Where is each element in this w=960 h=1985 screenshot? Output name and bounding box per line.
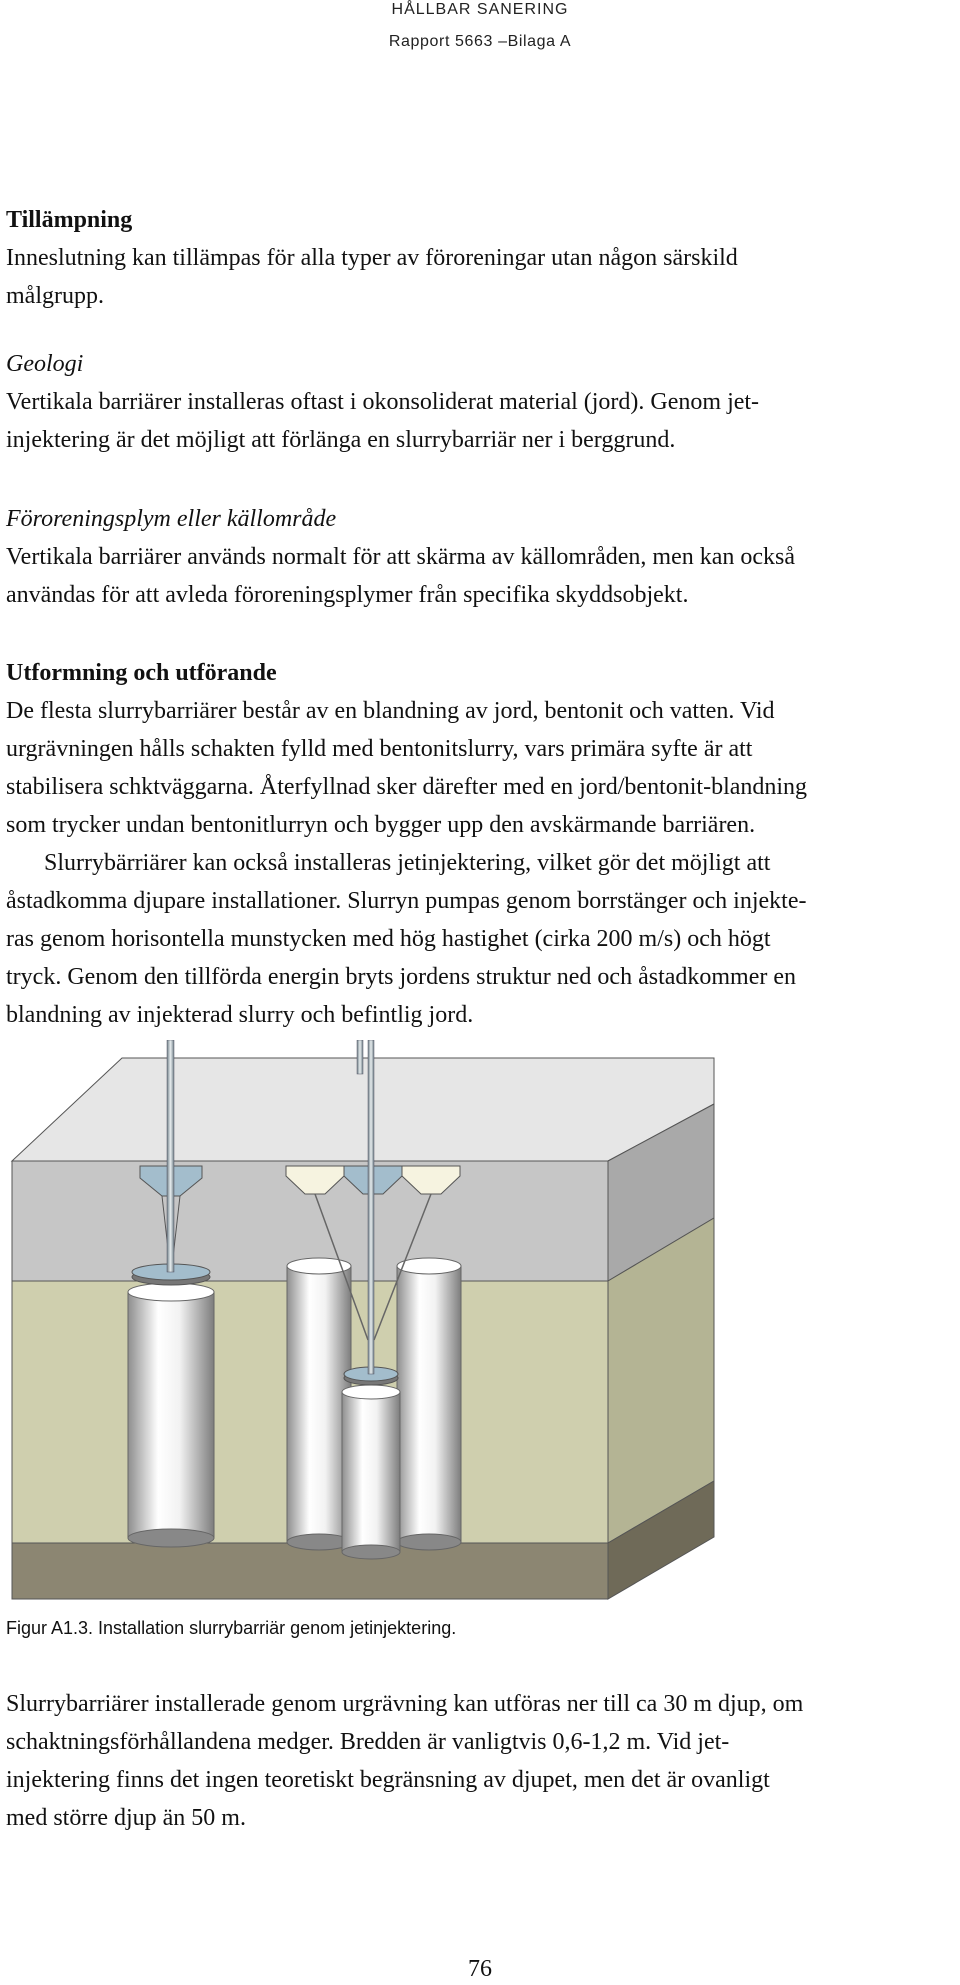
heading-tillampning: Tillämpning [6,207,133,233]
text-line: som trycker undan bentonitlurryn och bygger upp den avskärmande barriären. [6,812,756,838]
heading-geologi: Geologi [6,351,84,377]
text-line: åstadkomma djupare installationer. Slurryn pumpas genom borrstänger och injekte- [6,888,807,914]
section-utformning [6,654,956,1034]
text-line: Slurrybarriärer installerade genom urgrävning kan utföras ner till ca 30 m djup, om [6,1691,804,1717]
running-header-report: Rapport 5663 –Bilaga A [388,33,572,50]
text-line: De flesta slurrybarriärer består av en blandning av jord, bentonit och vatten. Vid [6,698,775,724]
text-line: Vertikala barriärer används normalt för att skärma av källområden, men kan också [6,544,796,570]
text-line: ras genom horisontella munstycken med hög hastighet (cirka 200 m/s) och högt [6,926,771,952]
section-plym [6,500,956,614]
text-line: Slurrybärriärer kan också installeras jetinjektering, vilket gör det möjligt att [44,850,771,876]
page-number: 76 [468,1956,492,1982]
text-line: urgrävningen hålls schakten fylld med bentonitslurry, vars primära syfte är att [6,736,753,762]
text-line: injektering finns det ingen teoretiskt begränsning av djupet, men det är ovanligt [6,1767,770,1793]
text-line: schaktningsförhållandena medger. Bredden är vanligtvis 0,6-1,2 m. Vid jet- [6,1729,730,1755]
text-line: målgrupp. [6,283,104,309]
figure-caption: Figur A1.3. Installation slurrybarriär genom jetinjektering. [6,1618,457,1638]
jet-grouting-illustration [4,1040,764,1600]
text-line: stabilisera schktväggarna. Återfyllnad sker därefter med en jord/bentonit-blandning [6,774,808,800]
section-geologi [6,345,956,459]
grout-column-right [397,1258,461,1550]
text-line: med större djup än 50 m. [6,1805,246,1831]
section-closing [6,1685,956,1837]
heading-plym: Föroreningsplym eller källområde [6,506,337,532]
heading-utformning: Utformning och utförande [6,660,277,686]
section-tillampning [6,201,956,315]
running-header-title: HÅLLBAR SANERING [391,1,569,18]
text-line: Vertikala barriärer installeras oftast i okonsoliderat material (jord). Genom jet- [6,389,760,415]
text-line: Inneslutning kan tillämpas för alla typer av föroreningar utan någon särskild [6,245,738,271]
grout-column-left [128,1264,214,1547]
text-line: injektering är det möjligt att förlänga en slurrybarriär ner i berggrund. [6,427,676,453]
text-line: användas för att avleda föroreningsplymer från specifika skyddsobjekt. [6,582,689,608]
bedrock-layer-front [12,1543,608,1599]
text-line: blandning av injekterad slurry och befintlig jord. [6,1002,474,1028]
text-line: tryck. Genom den tillförda energin bryts jordens struktur ned och åstadkommer en [6,964,797,990]
grout-column-in-progress [342,1367,400,1559]
grout-column-middle [287,1258,351,1550]
